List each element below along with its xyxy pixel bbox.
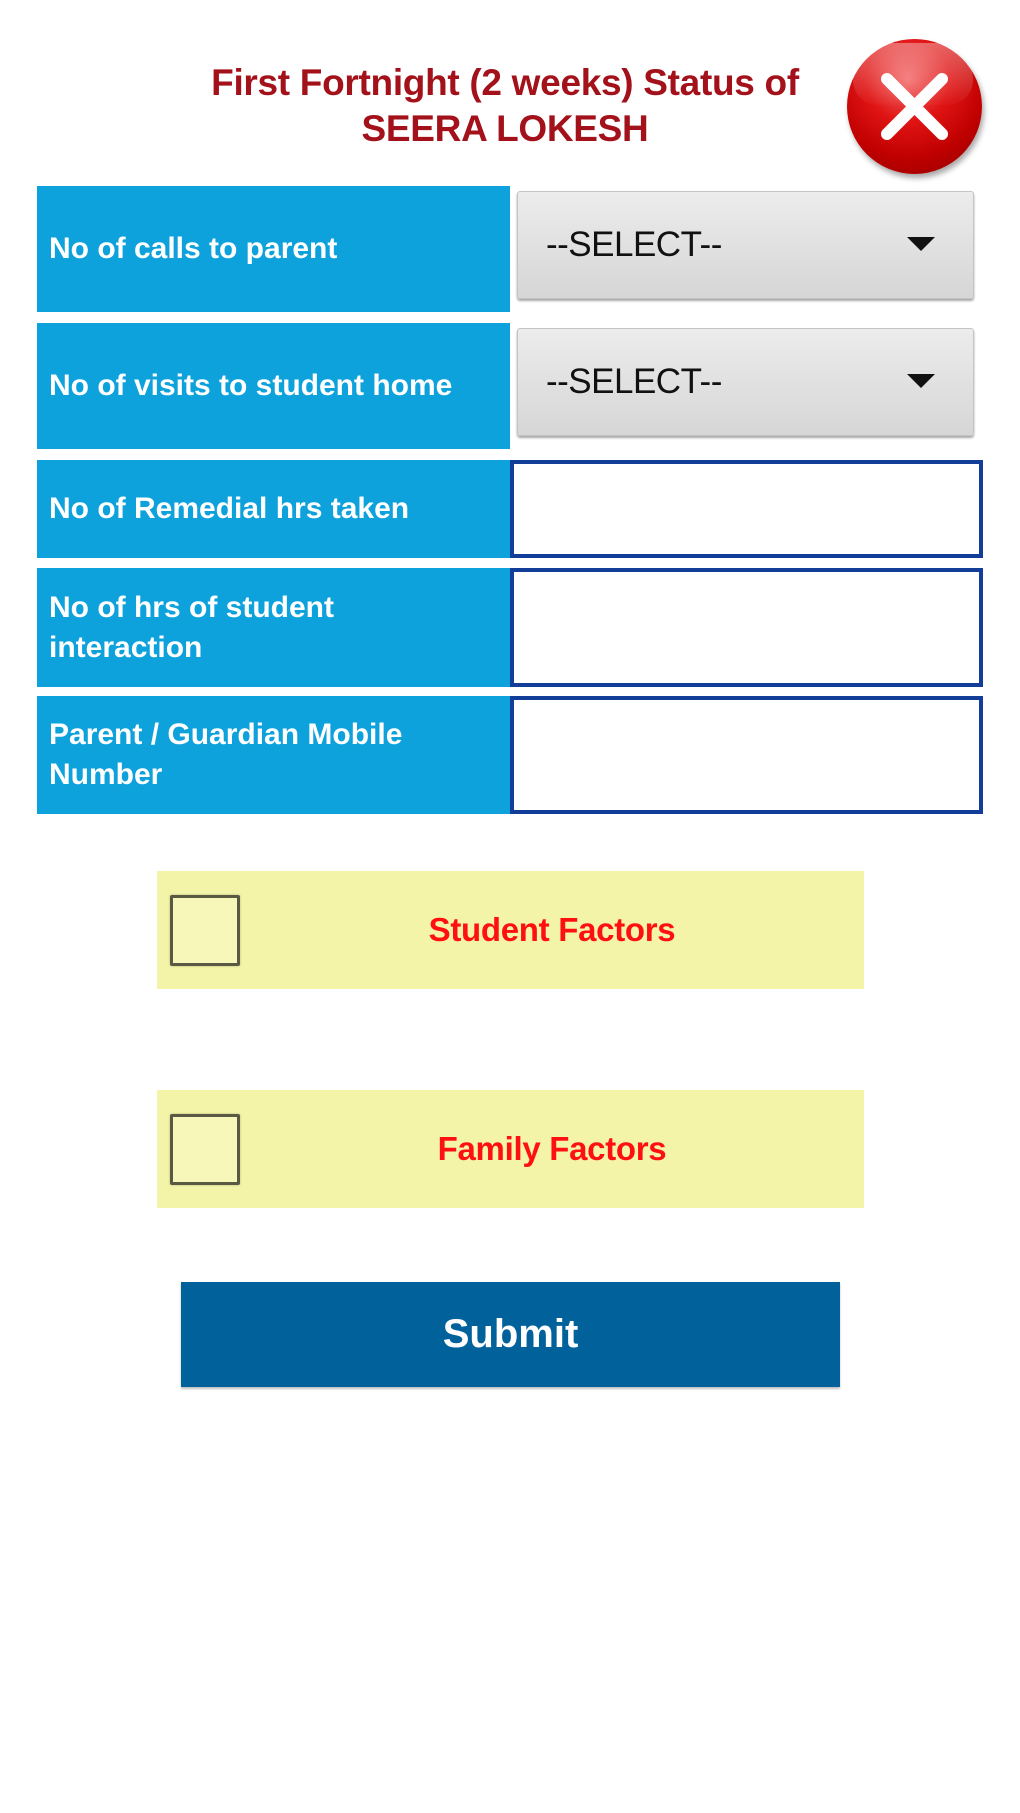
family-factors-option[interactable] xyxy=(157,1090,864,1208)
family-factors-checkbox[interactable] xyxy=(170,1114,240,1185)
interaction-hrs-input[interactable] xyxy=(510,568,983,687)
calls-to-parent-dropdown[interactable] xyxy=(517,191,974,299)
calls-to-parent-label: No of calls to parent xyxy=(37,186,510,312)
visits-to-home-row xyxy=(37,323,983,449)
visits-to-home-selected-value: --SELECT-- xyxy=(546,362,722,401)
parent-mobile-row xyxy=(37,696,983,814)
student-factors-option[interactable] xyxy=(157,871,864,989)
student-factors-checkbox[interactable] xyxy=(170,895,240,966)
calls-to-parent-selected-value: --SELECT-- xyxy=(546,225,722,264)
parent-mobile-label: Parent / Guardian Mobile Number xyxy=(37,696,510,814)
family-factors-label: Family Factors xyxy=(437,1130,667,1167)
remedial-hrs-row xyxy=(37,460,983,558)
remedial-hrs-input[interactable] xyxy=(510,460,983,558)
visits-to-home-label: No of visits to student home xyxy=(37,323,510,449)
dropdown-caret-icon xyxy=(907,374,935,388)
student-factors-label: Student Factors xyxy=(428,911,676,948)
interaction-hrs-label: No of hrs of student interaction xyxy=(37,568,510,687)
close-button[interactable] xyxy=(847,39,982,174)
interaction-hrs-row xyxy=(37,568,983,687)
remedial-hrs-label: No of Remedial hrs taken xyxy=(37,460,510,558)
page-title xyxy=(170,60,840,152)
title-line-1: First Fortnight (2 weeks) Status of xyxy=(211,62,799,103)
parent-mobile-input[interactable] xyxy=(510,696,983,814)
submit-button[interactable]: Submit xyxy=(181,1282,840,1387)
calls-to-parent-row xyxy=(37,186,983,312)
student-name: SEERA LOKESH xyxy=(361,108,649,149)
dropdown-caret-icon xyxy=(907,237,935,251)
visits-to-home-dropdown[interactable] xyxy=(517,328,974,436)
close-icon xyxy=(879,71,950,142)
